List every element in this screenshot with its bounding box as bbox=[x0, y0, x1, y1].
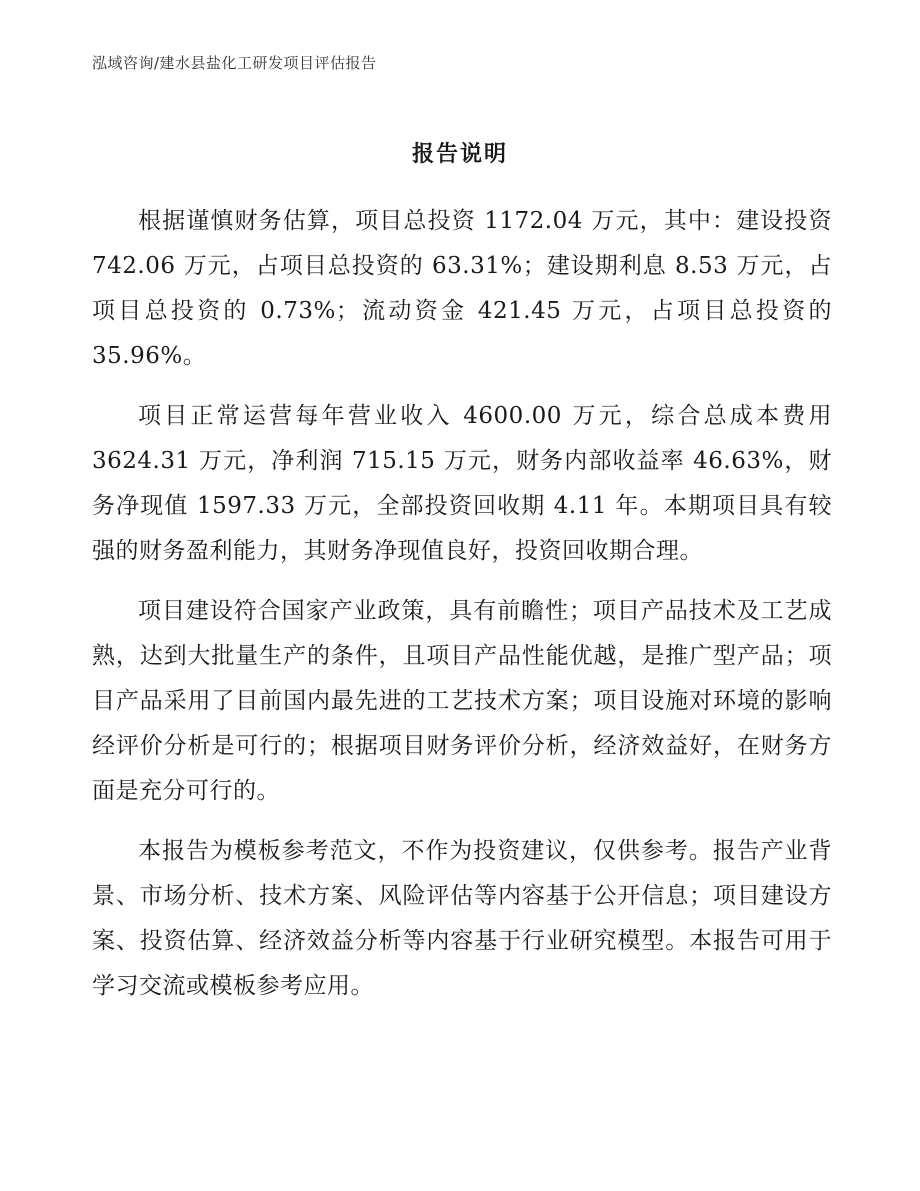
paragraph-financials: 项目正常运营每年营业收入 4600.00 万元，综合总成本费用 3624.31 万元，净利润 715.15 万元，财务内部收益率 46.63%，财务净现值 1597.33 万元，全部投资回收期 4.11 年。本期项目具有较强的财务盈利能力，其财务净现值良好，投资回收期合理。 bbox=[92, 403, 832, 564]
paragraph-disclaimer: 本报告为模板参考范文，不作为投资建议，仅供参考。报告产业背景、市场分析、技术方案、风险评估等内容基于公开信息；项目建设方案、投资估算、经济效益分析等内容基于行业研究模型。本报告可用于学习交流或模板参考应用。 bbox=[92, 838, 832, 999]
running-header: 泓域咨询/建水县盐化工研发项目评估报告 bbox=[92, 54, 377, 72]
paragraph-feasibility: 项目建设符合国家产业政策，具有前瞻性；项目产品技术及工艺成熟，达到大批量生产的条件，且项目产品性能优越，是推广型产品；项目产品采用了目前国内最先进的工艺技术方案；项目设施对环境的影响经评价分析是可行的；根据项目财务评价分析，经济效益好，在财务方面是充分可行的。 bbox=[92, 598, 832, 804]
paragraph-investment: 根据谨慎财务估算，项目总投资 1172.04 万元，其中：建设投资 742.06 万元，占项目总投资的 63.31%；建设期利息 8.53 万元，占项目总投资的 0.73%；流动资金 421.45 万元，占项目总投资的 35.96%。 bbox=[92, 208, 832, 369]
document-body bbox=[92, 199, 832, 1024]
page-title: 报告说明 bbox=[411, 140, 508, 167]
